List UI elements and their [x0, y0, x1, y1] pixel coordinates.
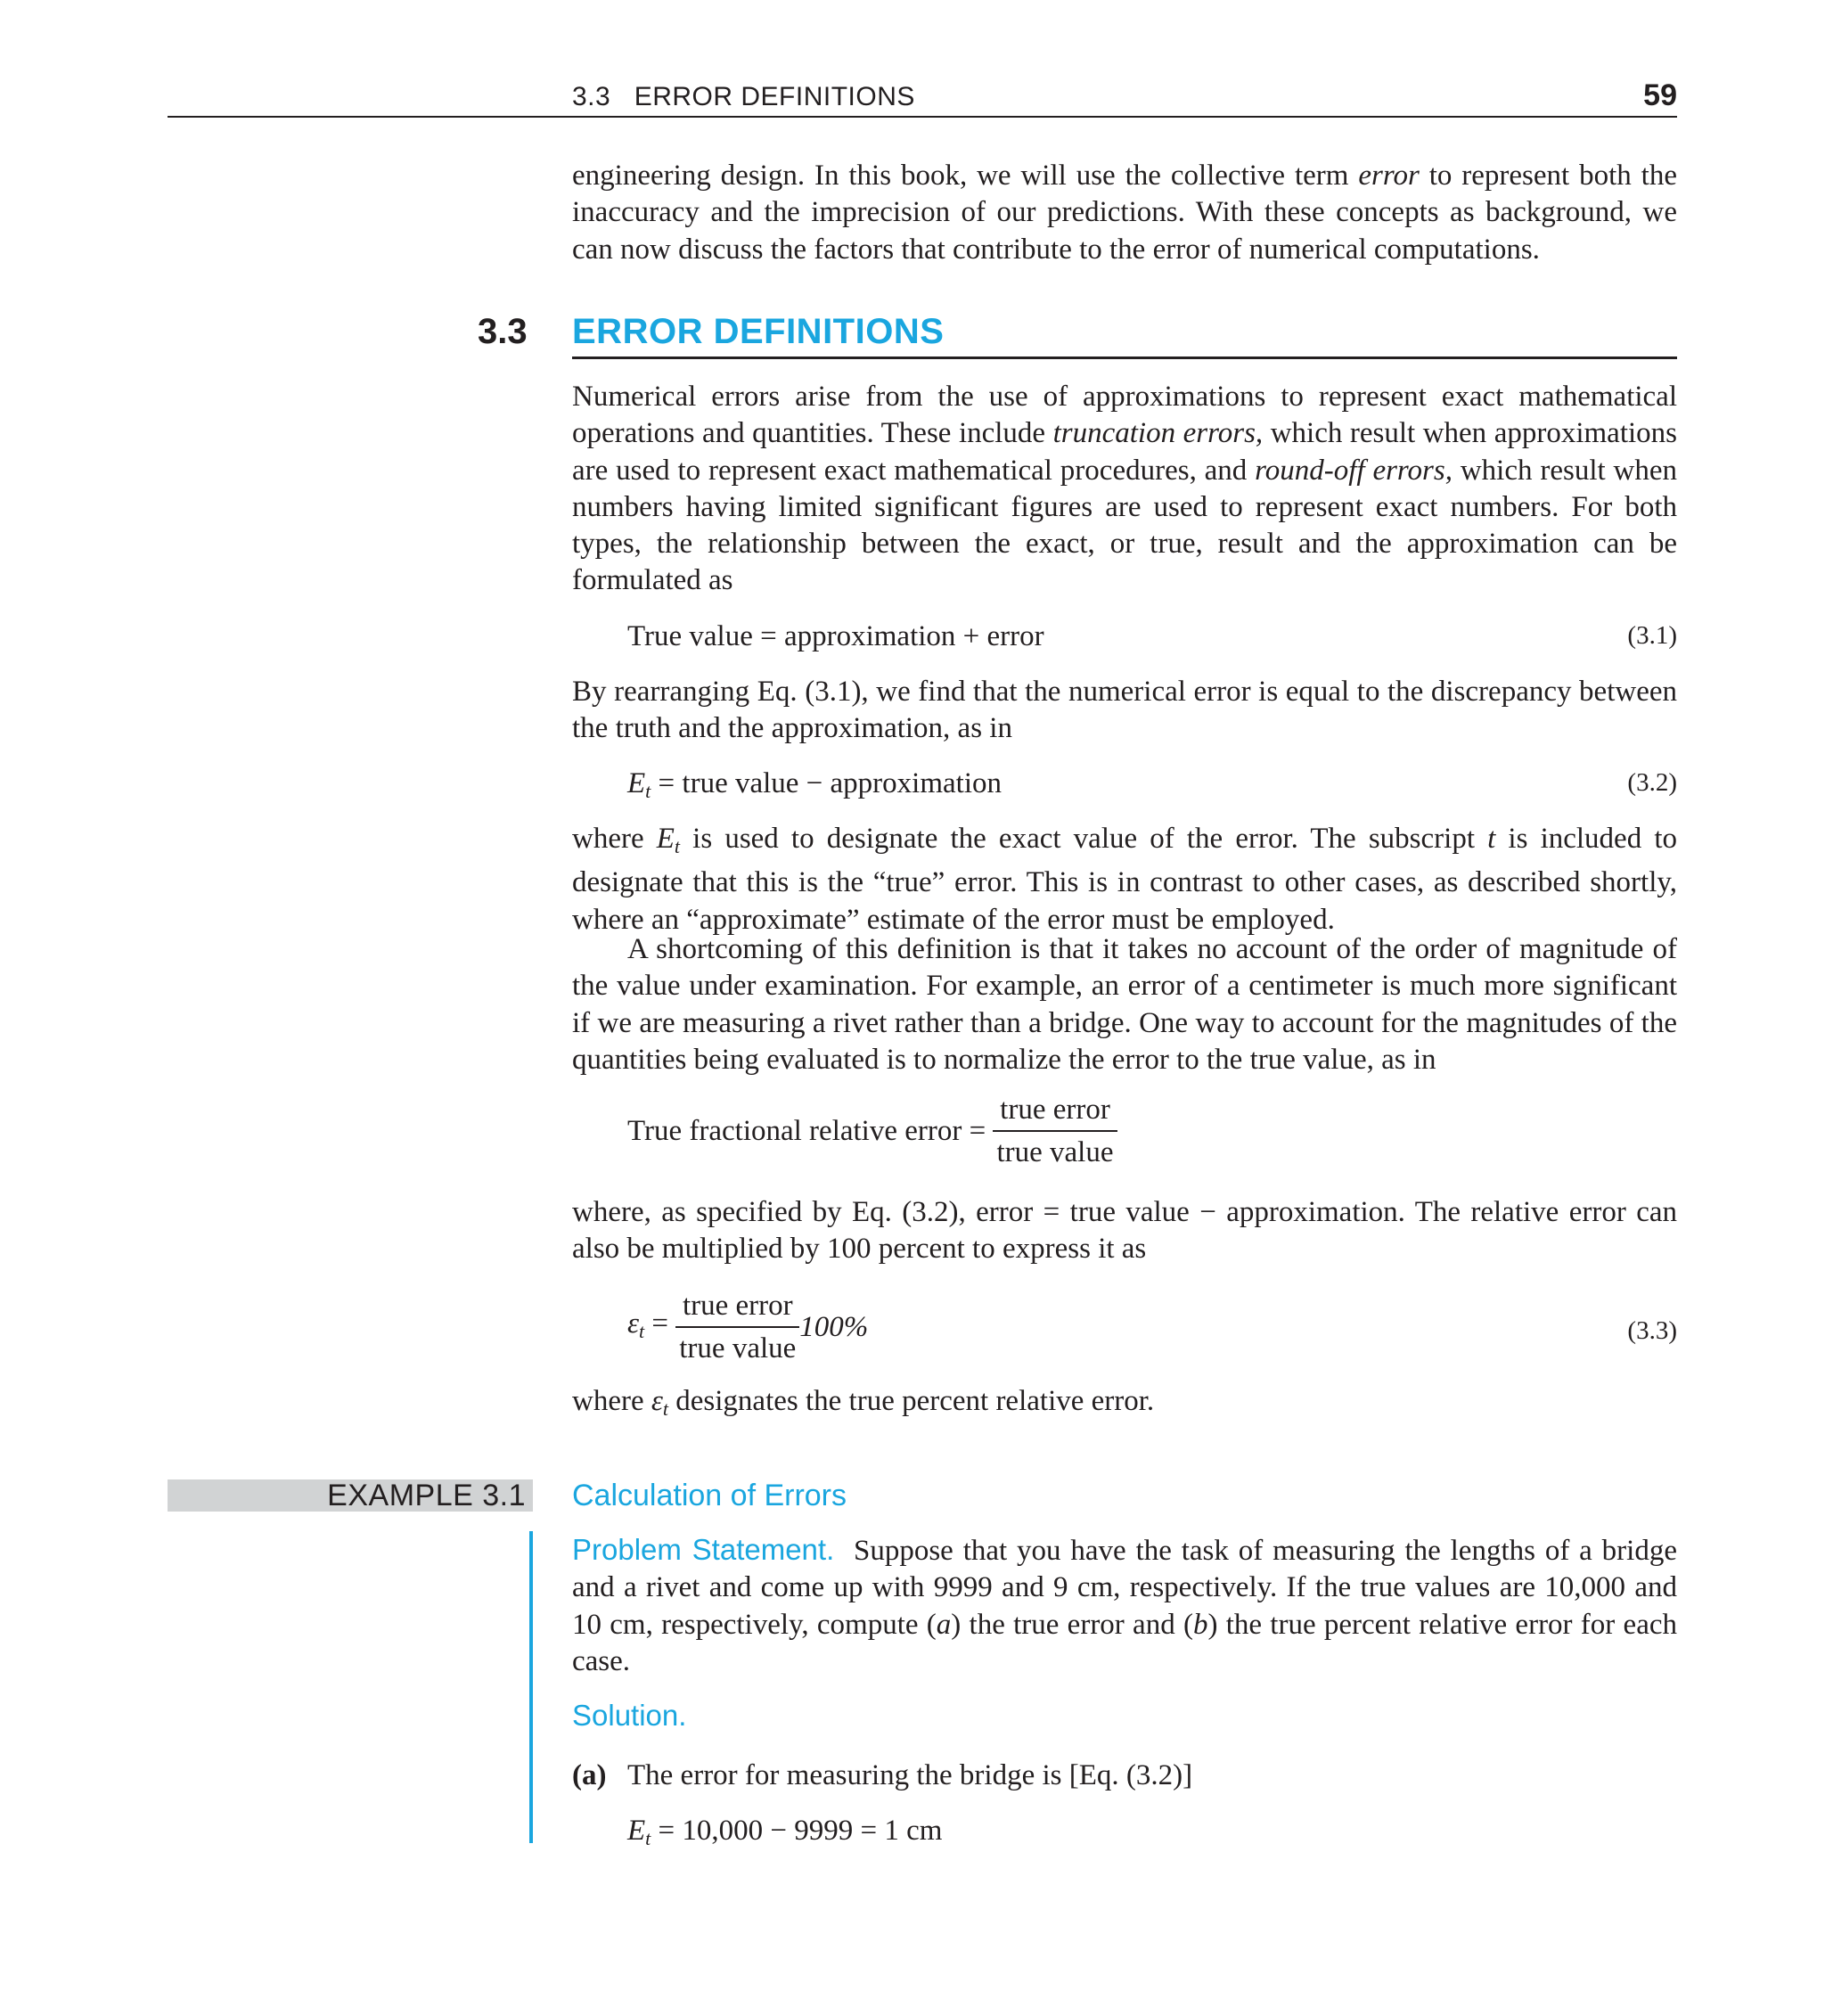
section-title: ERROR DEFINITIONS	[572, 312, 945, 351]
equation-3-1-label: (3.1)	[1627, 621, 1677, 650]
header-rule	[168, 116, 1677, 118]
p1-text-2: which result when approximations are used to represent exact mathematical procedures, and	[572, 417, 1677, 487]
solution-result-equation	[627, 1813, 942, 1856]
eq33-numerator: true error	[675, 1289, 799, 1328]
example-title: Calculation of Errors	[572, 1479, 847, 1512]
paragraph-rearranging: By rearranging Eq. (3.1), we find that the numerical error is equal to the discrepancy between the truth and the approximation, as in	[572, 676, 1677, 745]
p1-emphasis-roundoff: round-off errors,	[1255, 454, 1453, 487]
problem-part-a: a	[936, 1608, 952, 1641]
problem-statement-heading: Problem Statement.	[572, 1533, 835, 1566]
result-symbol: E	[627, 1815, 646, 1847]
equation-3-2	[627, 766, 1002, 809]
intro-emphasis: error	[1358, 160, 1420, 192]
p6-text-2: designates the true percent relative error.	[668, 1385, 1155, 1417]
solution-part-a	[572, 1758, 1192, 1794]
paragraph-percent-relative-error	[572, 1383, 1677, 1427]
result-rhs: = 10,000 − 9999 = 1 cm	[651, 1815, 943, 1847]
p3-subscript: t	[674, 835, 681, 857]
eq33-factor: 100%	[799, 1311, 869, 1343]
equation-3-3	[627, 1289, 868, 1365]
eq33-denominator: true value	[679, 1332, 797, 1364]
eq33-symbol: ε	[627, 1307, 640, 1340]
part-a-text: The error for measuring the bridge is [Eq. (3.2)]	[627, 1759, 1193, 1791]
fraction-eq-lhs: True fractional relative error =	[627, 1115, 986, 1147]
fraction	[993, 1093, 1117, 1169]
p1-text-1: Numerical errors arise from the use of approximations to represent exact mathematical operations and quantities. These include	[572, 381, 1677, 450]
part-a-label: (a)	[572, 1759, 607, 1791]
example-label: EXAMPLE 3.1	[327, 1479, 526, 1512]
paragraph-shortcoming: A shortcoming of this definition is that it takes no account of the order of magnitude of the value under examination. For example, an error of a centimeter is much more significant if we are measuring a rivet rather than a bridge. One way to account for the magnitudes of the quantities being evaluated is to normalize the error to the true value, as in	[572, 933, 1677, 1076]
paragraph-true-error	[572, 821, 1677, 938]
paragraph-numerical-errors	[572, 379, 1677, 600]
problem-text-2: ) the true error and (	[951, 1608, 1193, 1641]
p6-text-1: where	[572, 1385, 651, 1417]
page-number: 59	[1643, 78, 1677, 112]
eq33-fraction	[675, 1289, 799, 1365]
equation-3-1: True value = approximation + error	[627, 620, 1044, 652]
example-side-rule	[529, 1531, 533, 1843]
p3-text-1: where	[572, 823, 657, 855]
equation-3-3-label: (3.3)	[1627, 1316, 1677, 1345]
p3-text-2: is used to designate the exact value of the error. The subscript	[680, 823, 1488, 855]
eq33-equals: =	[644, 1307, 669, 1340]
problem-part-b: b	[1192, 1608, 1208, 1641]
solution-heading: Solution.	[572, 1699, 687, 1732]
eq32-subscript: t	[645, 780, 651, 802]
eq32-rhs: = true value − approximation	[651, 767, 1002, 799]
p3-text-3: is included to designate that this is the “true” error. This is in contrast to other cases, as described shortly, where an “approximate” estimate of the error must be employed.	[572, 823, 1677, 936]
section-rule	[572, 356, 1677, 359]
intro-text-2: to represent both the inaccuracy and the imprecision of our predictions. With these concepts as background, we can now discuss the factors that contribute to the error of numerical computations.	[572, 160, 1677, 266]
p6-symbol: ε	[651, 1385, 663, 1417]
eq32-symbol: E	[627, 767, 646, 799]
problem-text-3: ) the true percent relative error for each case.	[572, 1608, 1677, 1677]
eq33-lhs	[627, 1307, 668, 1340]
equation-3-2-label: (3.2)	[1627, 768, 1677, 797]
example-problem-statement	[572, 1531, 1677, 1680]
p6-subscript: t	[662, 1397, 669, 1420]
p3-t-italic: t	[1487, 823, 1496, 855]
equation-fractional-relative-error	[627, 1093, 1117, 1169]
intro-text-1: engineering design. In this book, we will use the collective term	[572, 160, 1359, 192]
intro-paragraph	[572, 158, 1677, 268]
running-header-title: 3.3 ERROR DEFINITIONS	[572, 82, 915, 111]
result-subscript: t	[645, 1827, 651, 1849]
p1-text-3: which result when numbers having limited significant figures are used to represent exact numbers. For both types, the relationship between the exact, or true, result and the approximation can be formulated as	[572, 454, 1677, 597]
p3-symbol: E	[656, 823, 675, 855]
section-number: 3.3	[478, 312, 528, 351]
paragraph-relative-error: where, as specified by Eq. (3.2), error = true value − approximation. The relative error can also be multiplied by 100 percent to express it as	[572, 1196, 1677, 1266]
p1-emphasis-truncation: truncation errors,	[1052, 417, 1264, 450]
fraction-denominator: true value	[996, 1136, 1114, 1168]
eq33-subscript: t	[639, 1319, 645, 1342]
problem-text-1: Suppose that you have the task of measuring the lengths of a bridge and a rivet and come up with 9999 and 9 cm, respectively. If the true values are 10,000 and 10 cm, respectively, compute (	[572, 1535, 1677, 1641]
fraction-numerator: true error	[993, 1093, 1117, 1132]
